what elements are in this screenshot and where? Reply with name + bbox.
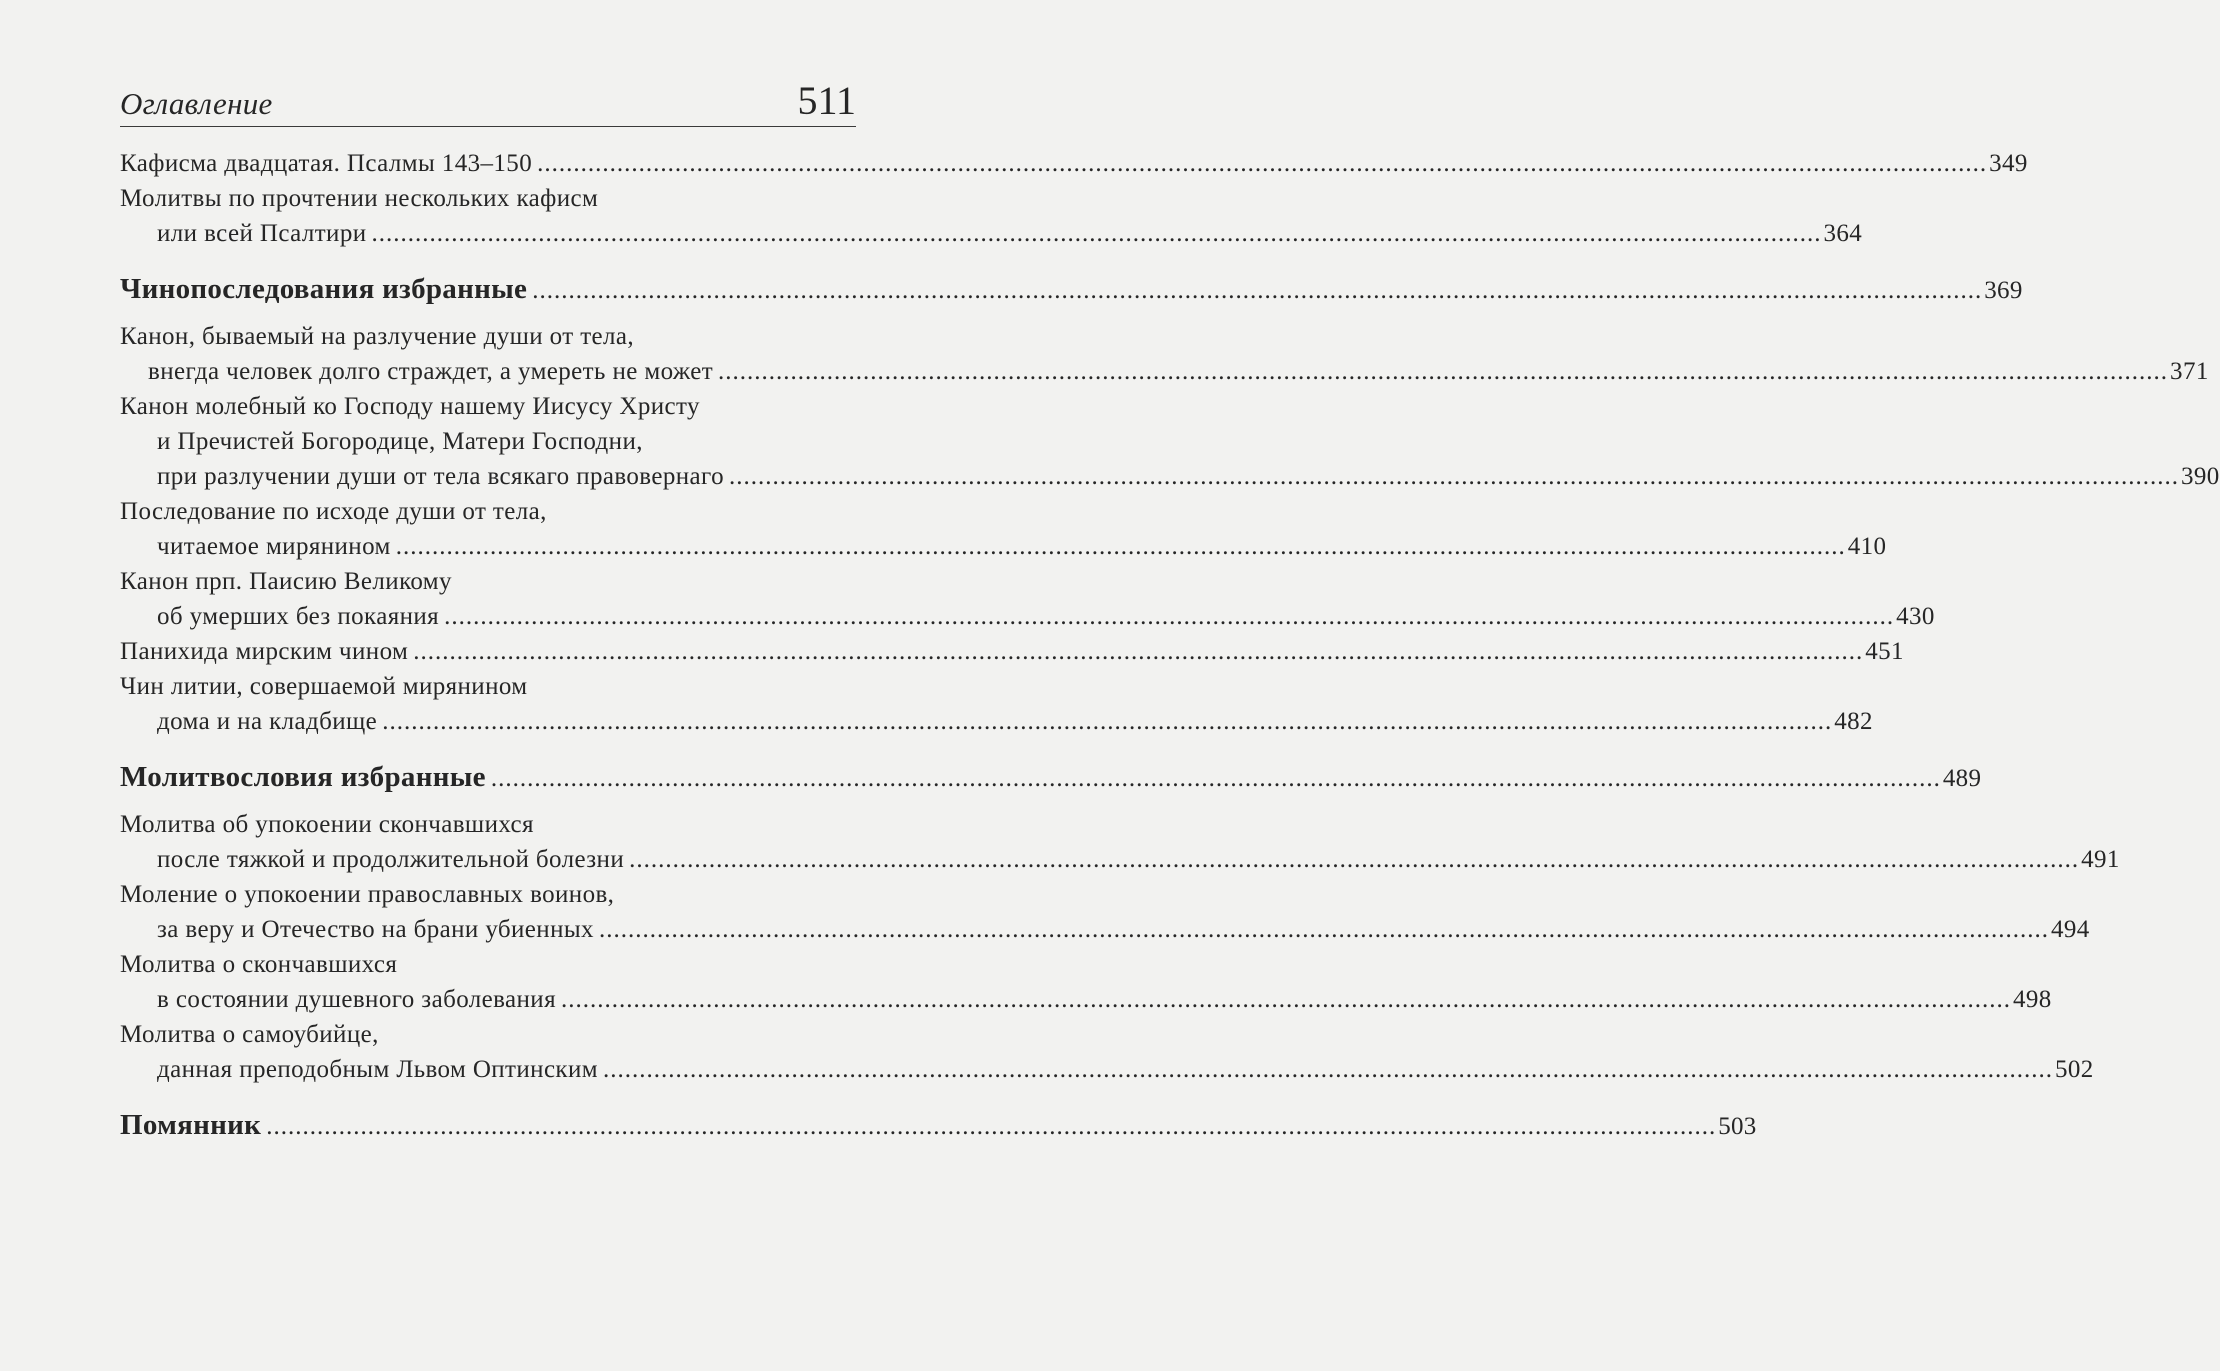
toc-entry[interactable] [120,216,1863,251]
toc-page-number: 410 [1847,533,1887,560]
header-page-number: 511 [797,78,856,123]
toc-entry[interactable] [120,459,2220,494]
dot-leader: ........................................................................................................................................................................................................ [532,277,1983,304]
toc-page-number: 390 [2180,463,2220,490]
section-title: Помянник [120,1109,262,1141]
dot-leader: ........................................................................................................................................................................................................ [629,846,2080,873]
toc-page-number: 503 [1718,1113,1757,1140]
toc-entry-text: Молитвы по прочтении нескольких кафисм [120,185,599,212]
toc-section-heading[interactable] [120,269,2023,309]
toc-entry-text: читаемое мирянином [157,533,391,560]
toc-page-number: 430 [1896,603,1935,630]
toc-entry-text: за веру и Отечество на брани убиенных [157,916,594,943]
toc-entry-first-line[interactable] [120,181,853,216]
toc-entry[interactable] [120,354,2209,389]
toc-entry-text: после тяжкой и продолжительной болезни [157,846,625,873]
toc-page-number: 482 [1834,708,1873,735]
toc-entry-first-line[interactable] [120,494,853,529]
toc-entry-first-line[interactable] [120,1017,853,1052]
toc-entry[interactable] [120,912,2090,947]
dot-leader: ........................................................................................................................................................................................................ [395,533,1846,560]
toc-entry-first-line[interactable] [120,947,853,982]
dot-leader: ........................................................................................................................................................................................................ [382,708,1833,735]
dot-leader: ........................................................................................................................................................................................................ [602,1056,2053,1083]
toc-entry-text: Молитва о самоубийце, [120,1021,379,1048]
toc-entry-text: в состоянии душевного заболевания [157,986,556,1013]
toc-entry[interactable] [120,599,1935,634]
toc-entry-first-line[interactable] [120,319,853,354]
toc-entry-text: Чин литии, совершаемой мирянином [120,673,528,700]
toc-page-number: 451 [1865,638,1904,665]
toc-page-number: 498 [2012,986,2052,1013]
toc-entry-text: Последование по исходе души от тела, [120,498,547,525]
toc-entry-first-line[interactable] [120,389,853,424]
dot-leader: ........................................................................................................................................................................................................ [371,220,1822,247]
toc-page-number: 349 [1989,150,2028,177]
toc-entry-middle-line[interactable] [120,424,853,459]
toc-entry-text: Канон, бываемый на разлучение души от тела, [120,323,635,350]
dot-leader: ........................................................................................................................................................................................................ [560,986,2011,1013]
toc-entry-text: Молитва о скончавшихся [120,951,398,978]
toc-entry-text: Кафисма двадцатая. Псалмы 143–150 [120,150,533,177]
toc-entry[interactable] [120,1052,2094,1087]
toc-entry[interactable] [120,842,2120,877]
toc-entry[interactable] [120,146,2028,181]
toc-page-number: 502 [2054,1056,2094,1083]
dot-leader: ........................................................................................................................................................................................................ [413,638,1864,665]
dot-leader: ........................................................................................................................................................................................................ [598,916,2049,943]
toc-page-number: 364 [1823,220,1863,247]
toc-entry-text: Канон молебный ко Господу нашему Иисусу Христу [120,393,700,420]
toc-page-number: 489 [1942,765,1982,792]
dot-leader: ........................................................................................................................................................................................................ [728,463,2179,490]
toc-entry-first-line[interactable] [120,807,853,842]
running-header [120,78,856,127]
dot-leader: ........................................................................................................................................................................................................ [444,603,1895,630]
toc-entry-first-line[interactable] [120,877,853,912]
dot-leader: ........................................................................................................................................................................................................ [718,358,2169,385]
header-title: Оглавление [120,86,273,121]
toc-entry-text: об умерших без покаяния [157,603,440,630]
toc-entry-text: внегда человек долго страждет, а умереть не может [148,358,714,385]
section-title: Чинопоследования избранные [120,273,528,305]
toc-page-number: 371 [2170,358,2209,385]
toc-entry-text: Молитва об упокоении скончавшихся [120,811,534,838]
dot-leader: ........................................................................................................................................................................................................ [490,765,1941,792]
toc-entry[interactable] [120,634,1904,669]
toc-entry[interactable] [120,529,1887,564]
toc-entry-text: и Пречистей Богородице, Матери Господни, [157,428,643,455]
toc-section-heading[interactable] [120,1105,1757,1145]
toc-page-number: 369 [1984,277,2023,304]
toc-entry-text: Моление о упокоении православных воинов, [120,881,615,908]
toc-entry-text: Панихида мирским чином [120,638,409,665]
toc-entry-first-line[interactable] [120,669,853,704]
toc-page-number: 494 [2050,916,2090,943]
dot-leader: ........................................................................................................................................................................................................ [266,1113,1717,1140]
toc-entry-first-line[interactable] [120,564,853,599]
toc-entry-text: Канон прп. Паисию Великому [120,568,452,595]
dot-leader: ........................................................................................................................................................................................................ [537,150,1988,177]
toc-entry[interactable] [120,982,2052,1017]
toc-page-number: 491 [2081,846,2120,873]
table-of-contents [120,146,2220,1155]
section-title: Молитвословия избранные [120,761,486,793]
toc-section-heading[interactable] [120,757,1982,797]
toc-entry-text: дома и на кладбище [157,708,378,735]
toc-entry-text: или всей Псалтири [157,220,367,247]
toc-entry-text: при разлучении души от тела всякаго правовернаго [157,463,724,490]
toc-entry-text: данная преподобным Львом Оптинским [157,1056,598,1083]
toc-entry[interactable] [120,704,1873,739]
